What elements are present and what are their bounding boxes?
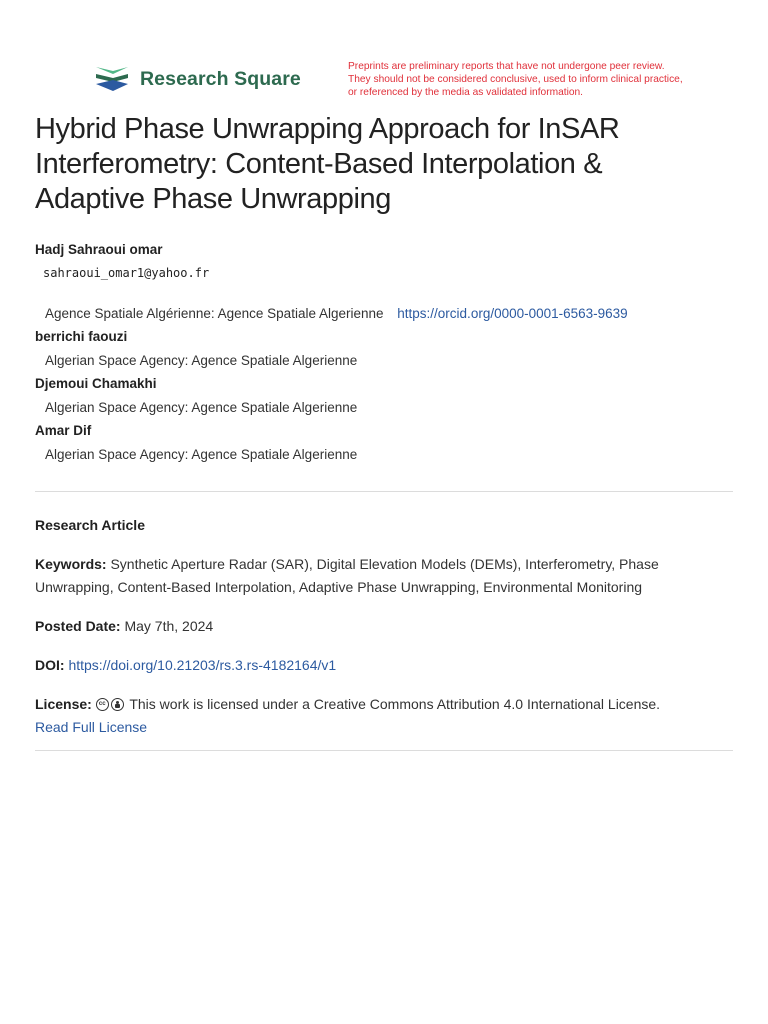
- brand-name: Research Square: [140, 67, 301, 90]
- author-email[interactable]: sahraoui_omar1@yahoo.fr: [43, 266, 210, 280]
- title-line: Interferometry: Content-Based Interpolation &: [35, 148, 603, 180]
- affiliation-text: Agence Spatiale Algérienne: Agence Spatiale Algerienne: [45, 306, 384, 321]
- keywords-text: Synthetic Aperture Radar (SAR), Digital Elevation Models (DEMs), Interferometry, Phase: [110, 556, 659, 572]
- divider: [35, 491, 733, 492]
- disclaimer-line: They should not be considered conclusive, used to inform clinical practice,: [348, 74, 683, 85]
- author-name: Djemoui Chamakhi: [35, 376, 157, 391]
- preprint-disclaimer: [348, 60, 738, 99]
- keywords: [35, 553, 735, 599]
- keywords-text: Unwrapping, Content-Based Interpolation, Adaptive Phase Unwrapping, Environmental Monitoring: [35, 579, 643, 595]
- author-name: Hadj Sahraoui omar: [35, 242, 163, 257]
- author-affiliation: Algerian Space Agency: Agence Spatiale Algerienne: [45, 400, 358, 415]
- disclaimer-line: or referenced by the media as validated information.: [348, 87, 584, 98]
- research-square-logo-icon: [94, 65, 130, 93]
- title-line: Adaptive Phase Unwrapping: [35, 183, 391, 215]
- posted-date-label: Posted Date:: [35, 618, 121, 634]
- divider: [35, 750, 733, 751]
- posted-date: [35, 615, 735, 638]
- author-name: berrichi faouzi: [35, 329, 128, 344]
- doi-link[interactable]: https://doi.org/10.21203/rs.3.rs-4182164/v1: [68, 657, 337, 673]
- by-icon: [111, 698, 124, 711]
- keywords-label: Keywords:: [35, 556, 107, 572]
- doi-label: DOI:: [35, 657, 65, 673]
- read-full-license-link[interactable]: Read Full License: [35, 719, 148, 735]
- title-line: Hybrid Phase Unwrapping Approach for InSAR: [35, 113, 620, 145]
- author-affiliation: [45, 302, 735, 325]
- paper-title: [35, 112, 735, 217]
- posted-date-value: May 7th, 2024: [124, 618, 214, 634]
- cc-icon: cc: [96, 698, 109, 711]
- license-label: License:: [35, 696, 92, 712]
- disclaimer-line: Preprints are preliminary reports that have not undergone peer review.: [348, 61, 665, 72]
- license-text: This work is licensed under a Creative Commons Attribution 4.0 International License.: [129, 696, 661, 712]
- research-square-logo[interactable]: [94, 65, 301, 93]
- doi: [35, 654, 735, 677]
- article-type: Research Article: [35, 517, 145, 533]
- author-affiliation: Algerian Space Agency: Agence Spatiale Algerienne: [45, 353, 358, 368]
- author-name: Amar Dif: [35, 423, 92, 438]
- author-affiliation: Algerian Space Agency: Agence Spatiale Algerienne: [45, 447, 358, 462]
- license: [35, 693, 735, 739]
- orcid-link[interactable]: https://orcid.org/0000-0001-6563-9639: [397, 306, 628, 321]
- author-list: [35, 238, 735, 466]
